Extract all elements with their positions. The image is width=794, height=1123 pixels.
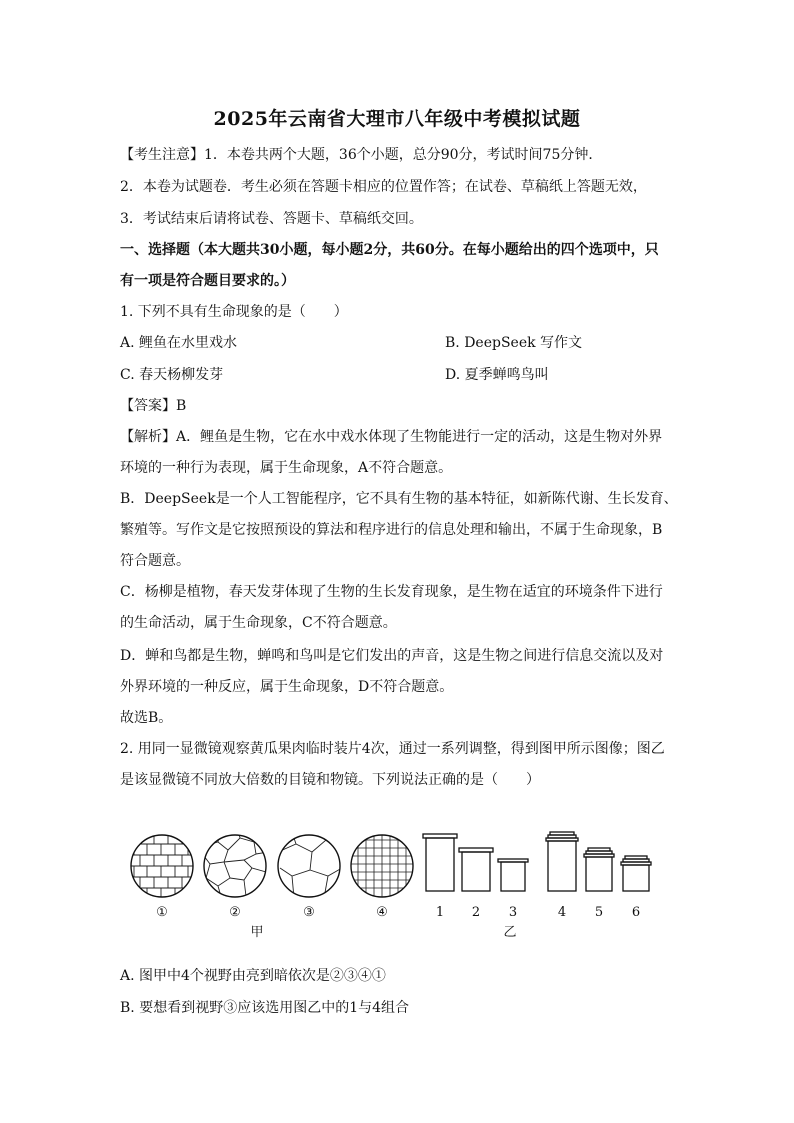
yi-label-2: 2	[471, 905, 481, 920]
notice-line-1: 【考生注意】1．本卷共两个大题，36个小题，总分90分，考试时间75分钟．	[120, 147, 603, 163]
jia-label-2: ②	[229, 905, 241, 920]
jia-caption: 甲	[250, 925, 264, 940]
question-2-stem-line-1: 2. 用同一显微镜观察黄瓜果肉临时装片4次，通过一系列调整，得到图甲所示图像；图乙	[120, 741, 665, 757]
q1-option-a: A. 鲤鱼在水里戏水	[120, 335, 238, 351]
eyepiece-2	[459, 848, 493, 891]
field-of-view-3	[278, 830, 342, 898]
q1-analysis-line: 的生命活动，属于生命现象，C不符合题意。	[120, 615, 397, 631]
question-2-stem-line-2: 是该显微镜不同放大倍数的目镜和物镜。下列说法正确的是（ ）	[120, 772, 540, 788]
yi-label-4: 4	[557, 905, 567, 920]
yi-label-1: 1	[435, 905, 445, 920]
q1-analysis-line: C．杨柳是植物，春天发芽体现了生物的生长发育现象，是生物在适宜的环境条件下进行	[120, 584, 663, 600]
yi-label-3: 3	[508, 905, 518, 920]
q1-option-b: B. DeepSeek 写作文	[445, 335, 583, 351]
q1-analysis-line: 繁殖等。写作文是它按照预设的算法和程序进行的信息处理和输出，不属于生命现象，B	[120, 522, 663, 538]
jia-label-1: ①	[156, 905, 168, 920]
q1-analysis-line: B．DeepSeek是一个人工智能程序，它不具有生物的基本特征，如新陈代谢、生长发育、	[120, 491, 678, 507]
page-title: 2025年云南省大理市八年级中考模拟试题	[213, 108, 581, 130]
q2-option-a: A. 图甲中4个视野由亮到暗依次是②③④①	[120, 968, 386, 984]
q1-option-c: C. 春天杨柳发芽	[120, 367, 224, 383]
q1-analysis-line: 符合题意。	[120, 553, 190, 569]
question-1-stem: 1. 下列不具有生命现象的是（ ）	[120, 304, 348, 320]
section-heading-line-2: 有一项是符合题目要求的。）	[120, 273, 295, 289]
jia-label-3: ③	[303, 905, 315, 920]
objective-4	[546, 832, 578, 891]
q1-option-d: D. 夏季蝉鸣鸟叫	[445, 367, 549, 383]
microscope-figure	[120, 822, 680, 942]
field-of-view-4	[350, 834, 414, 898]
objective-6	[621, 856, 651, 891]
jia-label-4: ④	[376, 905, 388, 920]
eyepiece-1	[423, 834, 457, 891]
notice-line-2: 2．本卷为试题卷．考生必须在答题卡相应的位置作答；在试卷、草稿纸上答题无效，	[120, 179, 647, 195]
field-of-view-1	[130, 834, 194, 898]
q1-analysis-line: 【解析】A．鲤鱼是生物，它在水中戏水体现了生物能进行一定的活动，这是生物对外界	[120, 429, 663, 445]
q1-analysis-line: 外界环境的一种反应，属于生命现象，D不符合题意。	[120, 679, 454, 695]
q1-analysis-line: D．蝉和鸟都是生物，蝉鸣和鸟叫是它们发出的声音，这是生物之间进行信息交流以及对	[120, 648, 664, 664]
q2-option-b: B. 要想看到视野③应该选用图乙中的1与4组合	[120, 1000, 410, 1016]
q1-conclusion: 故选B。	[120, 710, 173, 726]
notice-line-3: 3．考试结束后请将试卷、答题卡、草稿纸交回。	[120, 211, 423, 227]
q1-answer: 【答案】B	[120, 398, 187, 414]
eyepiece-3	[498, 859, 528, 891]
yi-caption: 乙	[503, 925, 517, 940]
q1-analysis-line: 环境的一种行为表现，属于生命现象，A不符合题意。	[120, 460, 453, 476]
section-heading-line-1: 一、选择题（本大题共30小题，每小题2分，共60分。在每小题给出的四个选项中，只	[120, 242, 659, 258]
field-of-view-2	[200, 830, 268, 900]
yi-label-6: 6	[631, 905, 641, 920]
objective-5	[584, 848, 614, 891]
yi-label-5: 5	[594, 905, 604, 920]
